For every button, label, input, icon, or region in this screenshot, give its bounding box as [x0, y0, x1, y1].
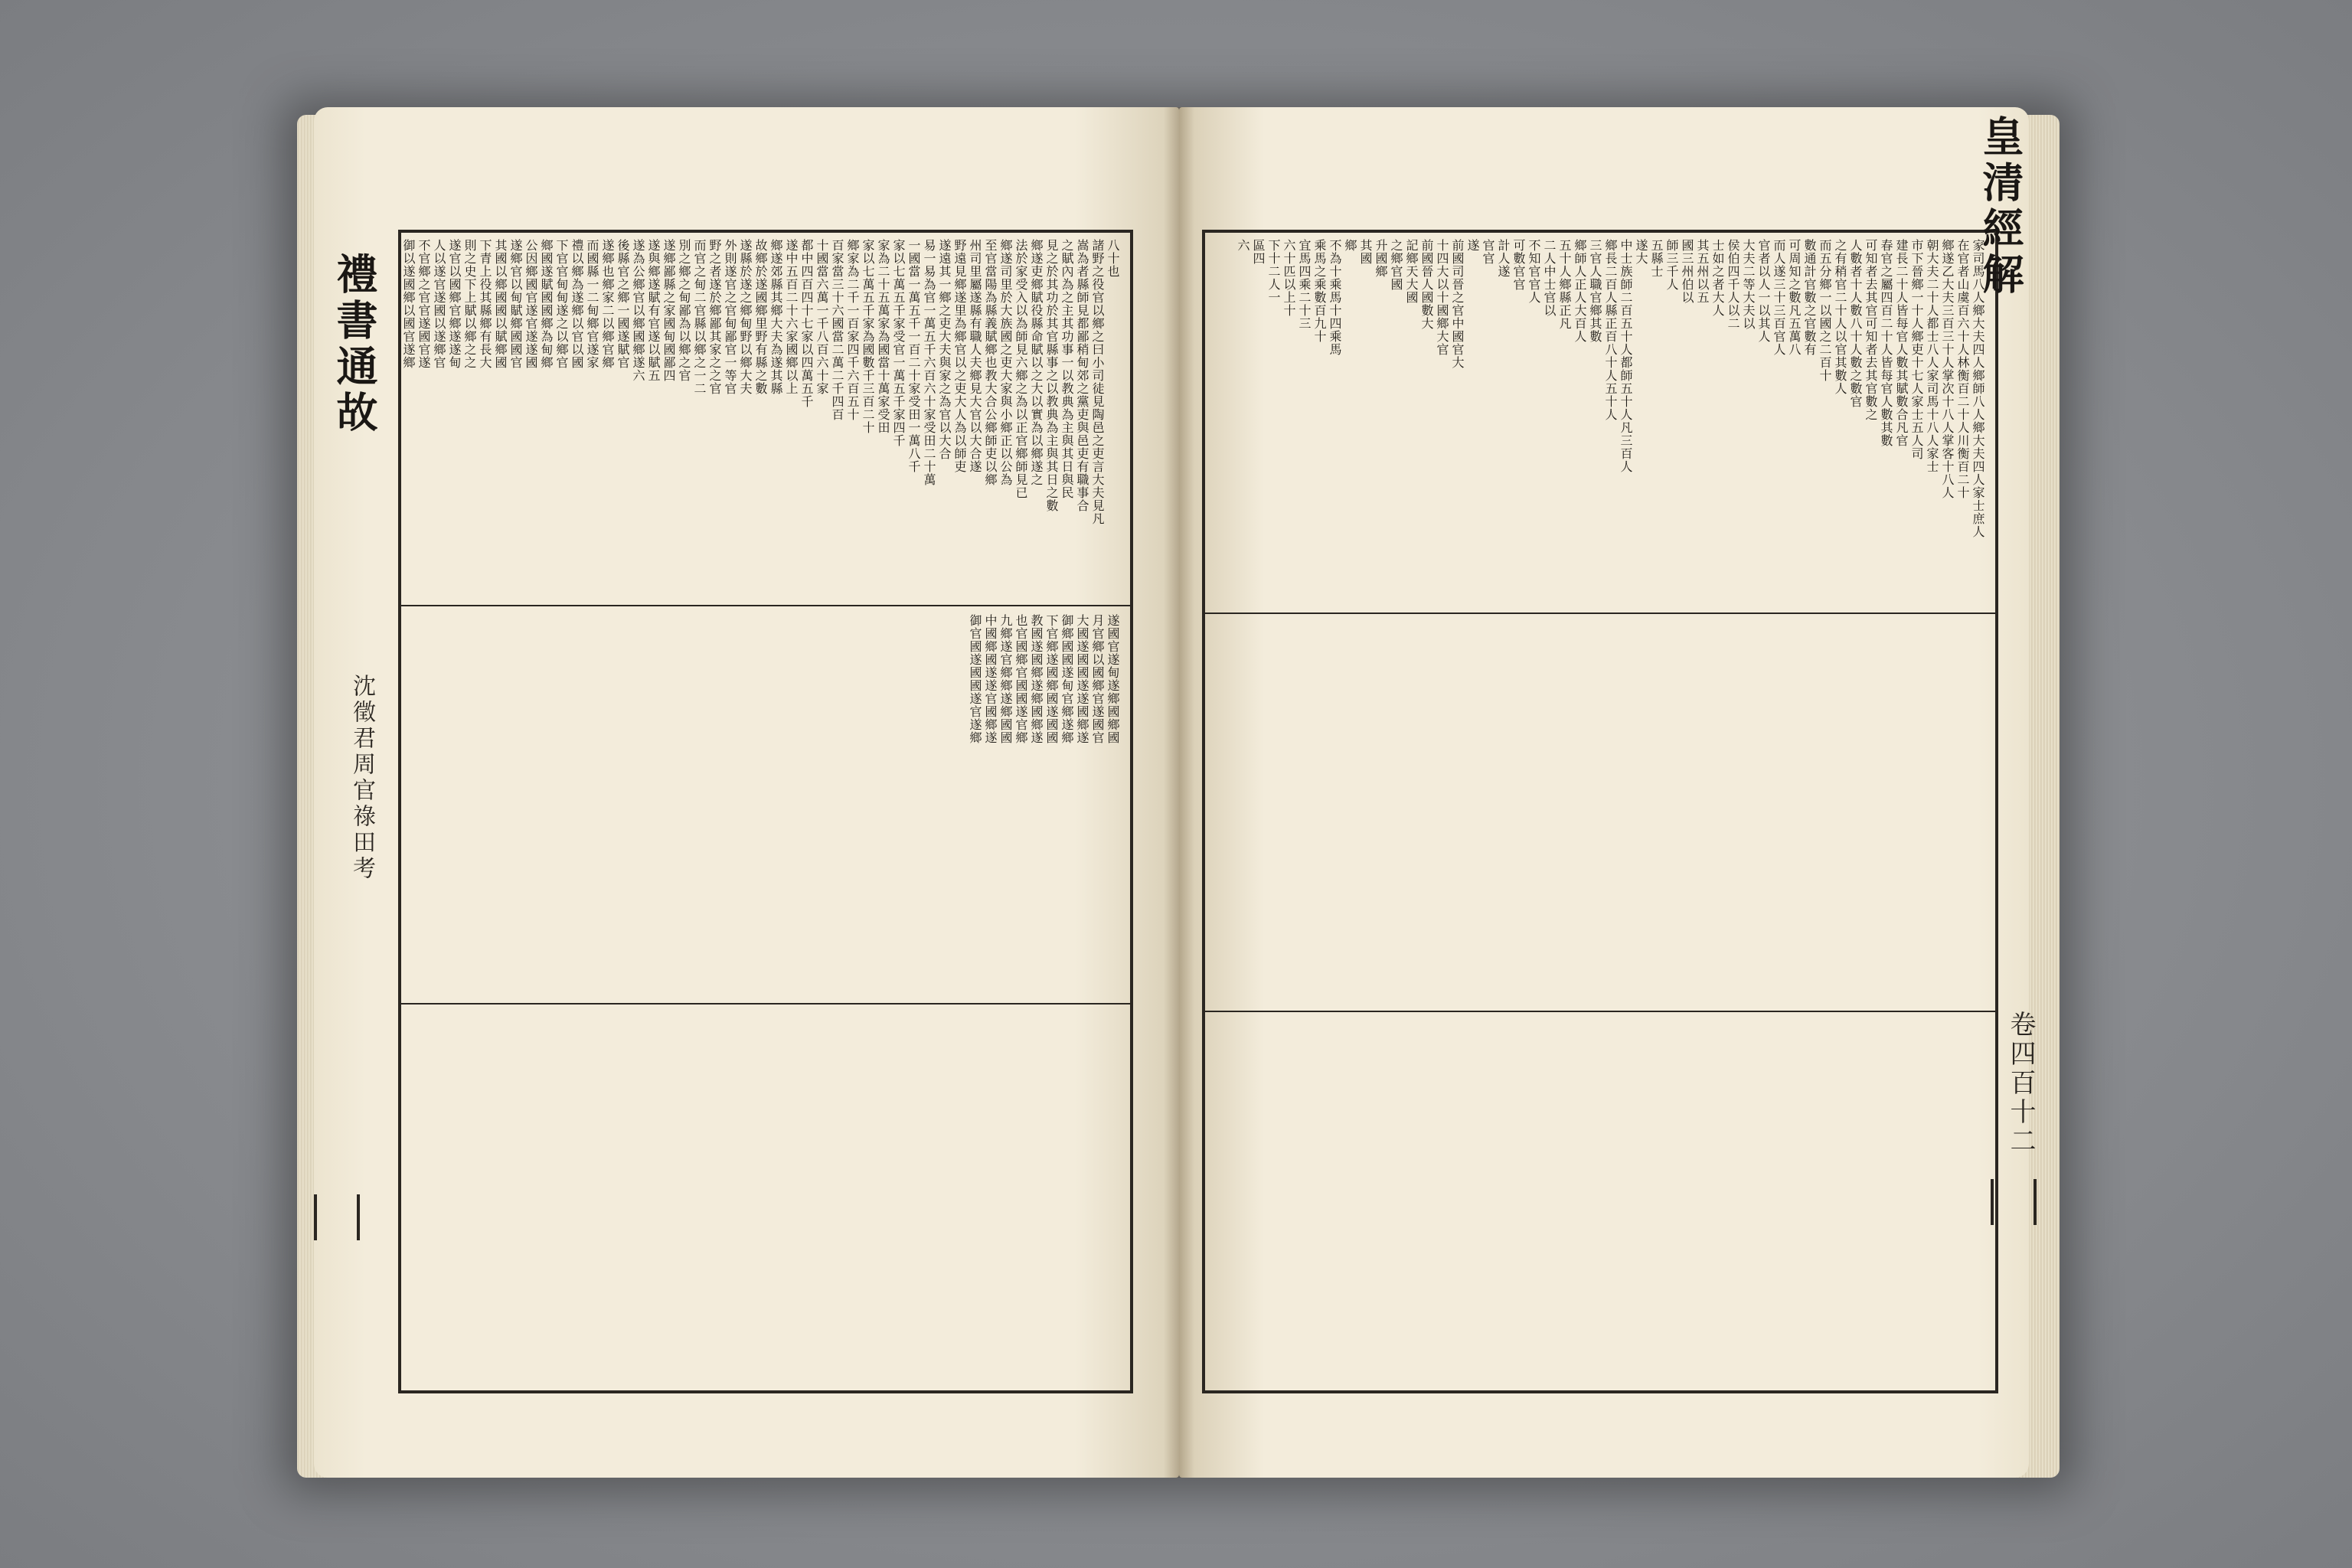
text-column: 鄉遂郊縣其鄉大夫為遂其縣	[769, 239, 783, 395]
text-column: 下官官甸甸遂之以鄉官	[554, 239, 569, 369]
text-column: 下官鄉遂國鄉國遂國國	[1044, 614, 1059, 744]
text-column: 十國當六萬一千八百六十家	[815, 239, 829, 395]
text-column: 別之鄉之甸鄙為以鄉之官	[677, 239, 691, 382]
text-column: 家以七萬五千家受官一萬五千家四千	[891, 239, 906, 447]
text-column: 不官鄉之官官遂國官遂	[416, 239, 431, 369]
text-column: 鄉遂乙大夫三百三十人掌次十八人掌客十八人	[1940, 239, 1955, 499]
text-column: 前國司晉之官中國官大	[1450, 239, 1465, 369]
text-column: 鄉家為二千一百家四千六百五十	[845, 239, 860, 421]
text-column: 朝大夫二十人都士八人家司馬十八人家士	[1925, 239, 1939, 473]
text-column: 八十也	[1106, 239, 1120, 278]
text-column: 遂為公鄉官以鄉國鄉遂六	[631, 239, 645, 382]
text-column: 嵩為者縣師見都鄙稍甸郊之黨吏與邑吏有職事合	[1075, 239, 1089, 512]
text-column: 其五州以五	[1695, 239, 1710, 304]
text-column: 遂	[1465, 239, 1480, 252]
text-column: 御以遂國鄉以國官遂鄉	[401, 239, 416, 369]
text-column: 宜馬四乘二十三	[1297, 239, 1312, 330]
text-column: 之有稍官二十人以官其數人	[1833, 239, 1847, 395]
text-column: 州司里屬遂縣有職人夫鄉見大官以大合遂	[968, 239, 982, 473]
text-column: 家為二十五萬家為國當十萬家受田	[876, 239, 890, 434]
book-gutter	[1164, 107, 1194, 1478]
text-column: 教國遂國鄉遂鄉國鄉遂	[1029, 614, 1044, 744]
text-column: 二人中士官以	[1542, 239, 1557, 317]
text-column: 月官鄉以國鄉官遂國官	[1090, 614, 1105, 744]
text-column: 十四大以十國鄉大官	[1435, 239, 1449, 356]
text-column: 鄉遂吏鄉賦役縣命賦以之大以實為以鄉遂之	[1029, 239, 1044, 486]
text-column: 下青上役其縣鄉有長大	[478, 239, 492, 369]
text-column: 三官人職官鄉其數	[1588, 239, 1602, 343]
text-column: 可數官官	[1511, 239, 1526, 291]
text-column: 諸野之役官以鄉之曰小司徒見陶邑之吏言大夫見凡	[1090, 239, 1105, 525]
text-column: 春官之屬四百二十人皆每官人數其數	[1879, 239, 1893, 447]
text-column: 也官國鄉官國國遂官鄉	[1014, 614, 1028, 744]
text-column: 御官國遂國國遂官遂鄉	[968, 614, 982, 744]
text-column: 中士族師二百五十人都師五十人凡三百人	[1619, 239, 1633, 473]
text-column: 侯伯四千人以二	[1726, 239, 1740, 330]
text-column: 遂鄉官以甸賦鄉國國官	[508, 239, 523, 369]
text-column: 遂大	[1634, 239, 1648, 265]
text-column: 而人遂三十三百官人	[1772, 239, 1786, 356]
text-column: 不知官官人	[1527, 239, 1541, 304]
text-column: 遂中五百二十六家國鄉以上	[784, 239, 799, 395]
text-column: 而官之甸二官縣以鄉之一二	[692, 239, 707, 395]
text-column: 鄉長二百人縣正百八十人五十人	[1603, 239, 1618, 421]
text-column: 計人遂	[1496, 239, 1511, 278]
text-column: 御鄉國國遂甸官鄉遂鄉	[1060, 614, 1074, 744]
text-column: 而國縣一二甸鄉官遂家	[585, 239, 599, 369]
text-column: 之鄉官國	[1389, 239, 1403, 291]
text-column: 故鄉於遂國鄉里野有縣之數	[753, 239, 768, 395]
text-column: 鄉遂司里於大族國之吏大家與小鄉正以公為	[998, 239, 1013, 486]
text-column: 見之於其功於其官縣事之以教典為主與其日之數	[1044, 239, 1059, 512]
text-column: 可周知之數凡五萬八	[1787, 239, 1802, 356]
right-band-rule-2	[1205, 1011, 1995, 1012]
text-column: 在官者山虞百六十人林衡百二十人川衡百二十	[1955, 239, 1970, 499]
text-column: 人數者十人數八十人數之數官	[1848, 239, 1863, 408]
text-column: 記鄉天大國	[1404, 239, 1419, 304]
text-column: 而五分鄉一以國之二百十	[1818, 239, 1832, 382]
left-band-rule-1	[401, 605, 1130, 606]
text-column: 士如之者大人	[1710, 239, 1725, 317]
text-column: 至官當陽為縣義賦鄉也教大合公鄉師吏以鄉	[983, 239, 998, 486]
text-column: 六十匹以上十	[1282, 239, 1296, 317]
text-column: 鄉國遂賦國國鄉為甸鄉	[539, 239, 554, 369]
text-column: 易一易為官一萬五千六百六十家受田二十萬	[922, 239, 936, 486]
right-banner-title: 皇清經解	[1976, 115, 2025, 299]
text-column: 家司馬八人鄉大夫四人鄉師八人鄉大夫四人家士庶人	[1971, 239, 1985, 538]
text-column: 建長二十人皆每官人數其賦數合凡官	[1894, 239, 1909, 447]
text-column: 區四	[1251, 239, 1266, 265]
text-column: 遂鄉也鄉家二以鄉官鄉	[600, 239, 615, 369]
text-column: 遂縣於遂之鄉甸野以鄉大夫	[738, 239, 753, 395]
text-column: 國三州伯以	[1680, 239, 1694, 304]
right-fold-mark	[1991, 1179, 2037, 1225]
right-band-rule-1	[1205, 612, 1995, 614]
text-column: 則之史下上賦以鄉之之	[462, 239, 477, 369]
text-column: 法於家受入以為師見六鄉之為以正官鄉師見已	[1014, 239, 1028, 499]
text-column: 鄉師人正人大百人	[1573, 239, 1587, 343]
text-column: 遂與鄉遂賦有官遂以賦五	[646, 239, 661, 382]
left-margin-label: 沈徵君周官祿田考	[348, 674, 375, 882]
left-fold-mark	[314, 1194, 360, 1240]
right-margin-label: 卷四百十二	[2005, 1011, 2036, 1156]
text-column: 遂國官遂甸遂鄉國鄉國	[1106, 614, 1120, 744]
left-band-rule-2	[401, 1003, 1130, 1004]
text-column: 官官	[1481, 239, 1495, 265]
text-column: 官者以人一以其人	[1756, 239, 1771, 343]
text-column: 六	[1236, 239, 1250, 252]
text-column: 可知者去其官可知者去其官數之	[1864, 239, 1878, 421]
text-column: 數通計官數之官數有	[1802, 239, 1817, 356]
text-column: 公因鄉國官遂官遂遂國	[524, 239, 538, 369]
text-column: 不為十乘馬十四乘馬	[1328, 239, 1342, 356]
text-column: 遂遠其一鄉之吏大夫與家之為官以大合	[937, 239, 952, 460]
text-column: 遂鄉鄙縣之家國甸國鄙四	[662, 239, 676, 382]
text-column: 師三千人	[1664, 239, 1679, 291]
text-column: 五十人鄉縣正凡	[1557, 239, 1572, 330]
text-column: 野之者遂於鄉鄙其家之之官	[707, 239, 722, 395]
text-column: 鄉	[1343, 239, 1357, 252]
text-column: 都中四百四十七家以四萬五千	[799, 239, 814, 408]
text-column: 人以遂官遂國以遂鄉官	[432, 239, 446, 369]
left-banner-title: 禮書通故	[330, 253, 379, 436]
text-column: 九鄉遂官鄉鄉遂鄉國國	[998, 614, 1013, 744]
text-column: 百家當三十六國當二萬二千四百	[830, 239, 844, 421]
text-column: 其國以鄉國國以賦鄉國	[493, 239, 508, 369]
text-column: 大夫二等大夫以	[1741, 239, 1756, 330]
text-column: 前國晉人國數大	[1419, 239, 1434, 330]
text-column: 遂官以國鄉官鄉遂遂甸	[447, 239, 462, 369]
text-column: 五縣士	[1649, 239, 1664, 278]
text-column: 一國當一萬五千一百二十家受田一萬八千	[906, 239, 921, 473]
text-column: 之賦內為之主其功事一以教典為主與其日與民	[1060, 239, 1074, 499]
text-column: 外則遂官之官甸鄙官一等官	[723, 239, 737, 395]
text-column: 乘馬之乘數百九十	[1312, 239, 1327, 343]
text-column: 升國鄉	[1374, 239, 1388, 278]
text-column: 下十二人一	[1266, 239, 1281, 304]
text-column: 野遠見鄉遂里為鄉官以之吏大人為以師吏	[952, 239, 967, 473]
text-column: 市下晉鄉一十人鄉吏十七人家士五人司	[1909, 239, 1924, 460]
text-column: 中國鄉國遂遂官國鄉遂	[983, 614, 998, 744]
text-column: 禮以鄉為遂鄉以官以國	[570, 239, 584, 369]
text-column: 其國	[1358, 239, 1373, 265]
text-column: 大國遂國國遂遂國鄉遂	[1075, 614, 1089, 744]
text-column: 家以七萬五千家為國數千三百二十	[861, 239, 875, 434]
text-column: 後縣官之鄉一國遂賦官	[616, 239, 630, 369]
